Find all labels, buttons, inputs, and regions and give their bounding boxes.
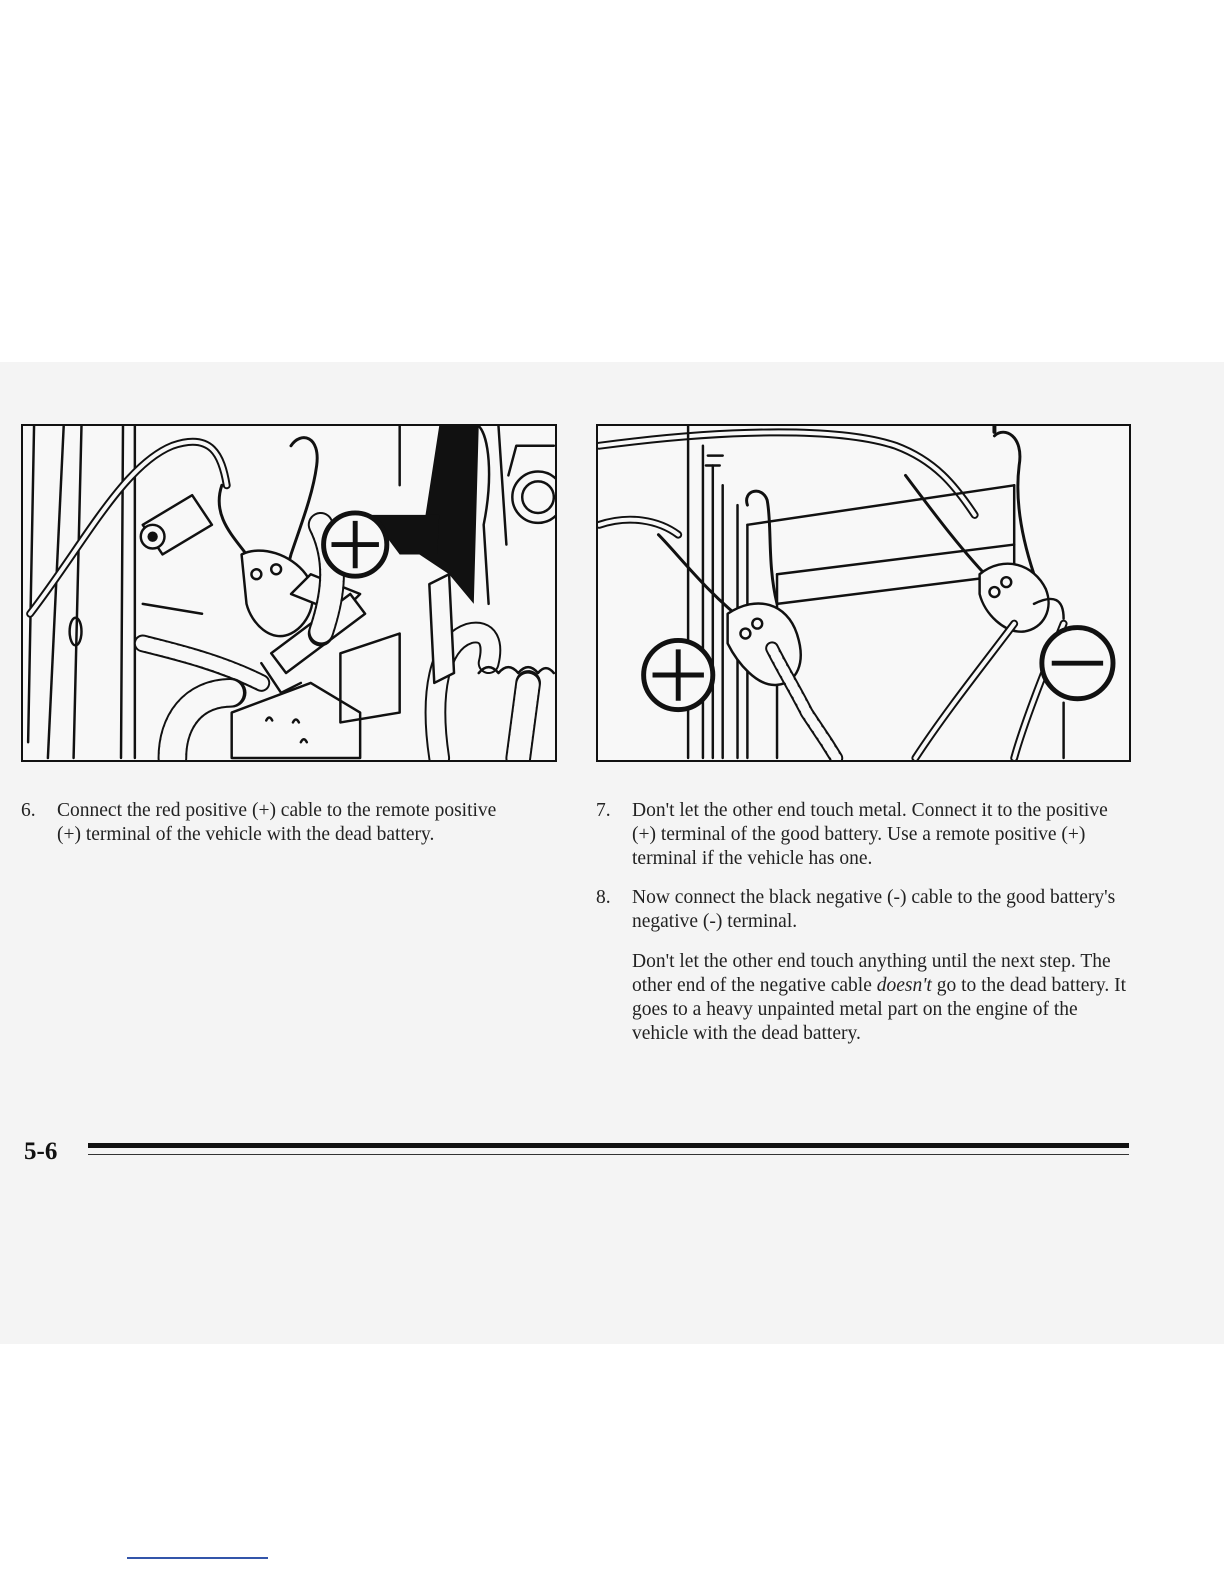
note-emphasis: doesn't — [876, 975, 932, 996]
positive-symbol-icon — [324, 513, 387, 576]
note-text-part-2: go to the dead battery. It goes to a heavy unpainted metal part on the engine of the vehicle with the dead battery. — [632, 975, 1127, 1044]
step-number: 8. — [596, 887, 611, 908]
step-number: 7. — [596, 800, 611, 821]
page-number: 5-6 — [24, 1138, 58, 1165]
step-8-note — [632, 950, 1132, 1046]
illustration-good-battery-clamps — [596, 424, 1131, 762]
illustration-remote-positive-terminal — [21, 424, 557, 762]
step-text: Don't let the other end touch metal. Connect it to the positive (+) terminal of the good battery. Use a remote positive (+) terminal if the vehicle has one. — [632, 800, 1108, 869]
battery-clamps-drawing — [598, 426, 1129, 760]
footer-rule — [88, 1143, 1129, 1148]
note-text-part-1: Don't let the other end touch anything until the next step. The other end of the negative cable — [632, 951, 1111, 996]
step-text: Connect the red positive (+) cable to the remote positive (+) terminal of the vehicle with the dead battery. — [57, 800, 497, 845]
negative-symbol-icon — [1042, 628, 1113, 699]
step-number: 6. — [21, 800, 36, 821]
bottom-divider — [127, 1557, 268, 1559]
footer-rule-thin — [88, 1154, 1129, 1155]
step-text: Now connect the black negative (-) cable to the good battery's negative (-) terminal. — [632, 887, 1116, 932]
engine-bay-drawing — [23, 426, 555, 760]
positive-symbol-icon — [644, 640, 713, 709]
